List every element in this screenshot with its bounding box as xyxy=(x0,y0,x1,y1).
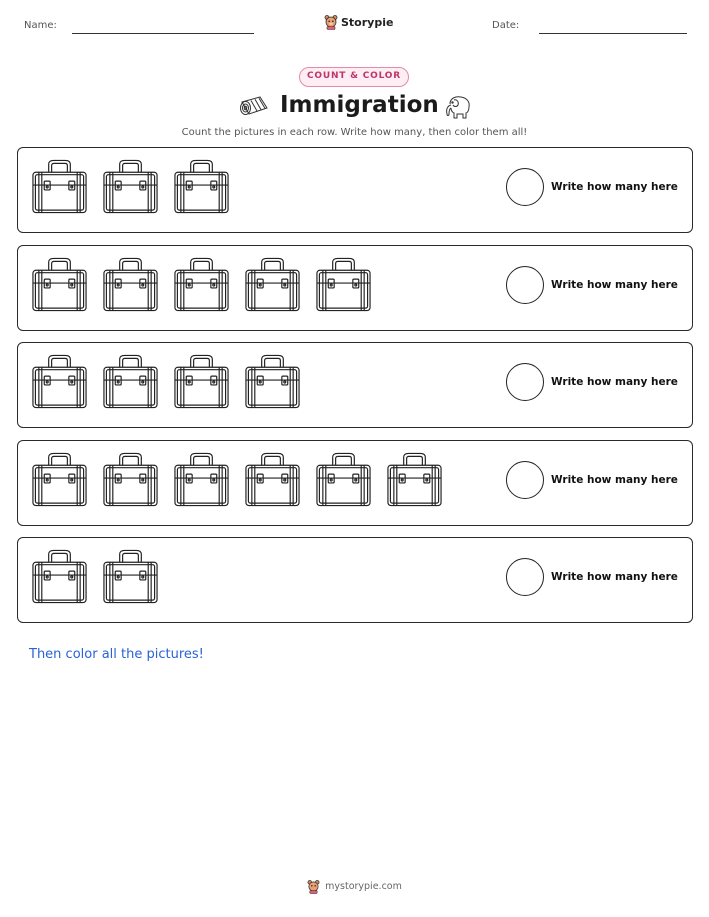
storypie-bear-logo-icon xyxy=(324,14,338,30)
title-row xyxy=(0,90,709,126)
suitcase-icon[interactable] xyxy=(243,256,302,314)
suitcase-icon[interactable] xyxy=(101,451,160,509)
brand-name: Storypie xyxy=(341,15,394,29)
suitcase-icon[interactable] xyxy=(101,548,160,606)
suitcase-icon[interactable] xyxy=(243,451,302,509)
color-instruction: Then color all the pictures! xyxy=(29,647,204,662)
page-title: Immigration xyxy=(280,92,439,118)
suitcase-icon[interactable] xyxy=(101,256,160,314)
write-how-many-label: Write how many here xyxy=(551,571,678,583)
suitcase-icon[interactable] xyxy=(172,256,231,314)
footer xyxy=(0,879,709,894)
answer-circle[interactable] xyxy=(506,461,544,499)
suitcase-icon[interactable] xyxy=(314,256,373,314)
picture-group xyxy=(30,353,302,411)
rolled-mat-icon xyxy=(238,94,270,120)
name-line[interactable] xyxy=(72,33,254,34)
suitcase-icon[interactable] xyxy=(30,256,89,314)
picture-group xyxy=(30,158,231,216)
answer-circle[interactable] xyxy=(506,168,544,206)
picture-group xyxy=(30,548,160,606)
answer-circle[interactable] xyxy=(506,558,544,596)
suitcase-icon[interactable] xyxy=(30,451,89,509)
count-row-5 xyxy=(17,537,693,623)
suitcase-icon[interactable] xyxy=(314,451,373,509)
date-label: Date: xyxy=(492,20,520,31)
suitcase-icon[interactable] xyxy=(172,451,231,509)
suitcase-icon[interactable] xyxy=(101,353,160,411)
counting-rows xyxy=(17,147,693,635)
count-color-badge: COUNT & COLOR xyxy=(299,67,409,87)
suitcase-icon[interactable] xyxy=(172,353,231,411)
storypie-bear-logo-icon xyxy=(307,879,320,894)
write-how-many-label: Write how many here xyxy=(551,473,678,486)
suitcase-icon[interactable] xyxy=(30,158,89,216)
date-line[interactable] xyxy=(539,33,687,34)
suitcase-icon[interactable] xyxy=(172,158,231,216)
write-how-many-label: Write how many here xyxy=(551,181,678,193)
answer-circle[interactable] xyxy=(506,363,544,401)
suitcase-icon[interactable] xyxy=(243,353,302,411)
answer-circle[interactable] xyxy=(506,266,544,304)
count-row-3 xyxy=(17,342,693,428)
suitcase-icon[interactable] xyxy=(101,158,160,216)
name-label: Name: xyxy=(24,20,57,31)
footer-site: mystorypie.com xyxy=(325,881,402,892)
count-row-2 xyxy=(17,245,693,331)
write-how-many-label: Write how many here xyxy=(551,278,678,291)
suitcase-icon[interactable] xyxy=(385,451,444,509)
picture-group xyxy=(30,256,373,314)
worksheet-header xyxy=(0,0,709,50)
count-row-4 xyxy=(17,440,693,526)
write-how-many-label: Write how many here xyxy=(551,376,678,388)
brand-logo xyxy=(324,14,393,30)
suitcase-icon[interactable] xyxy=(30,353,89,411)
picture-group xyxy=(30,451,444,509)
suitcase-icon[interactable] xyxy=(30,548,89,606)
elephant-icon xyxy=(442,94,472,120)
count-row-1 xyxy=(17,147,693,233)
instructions: Count the pictures in each row. Write how many, then color them all! xyxy=(181,127,528,138)
